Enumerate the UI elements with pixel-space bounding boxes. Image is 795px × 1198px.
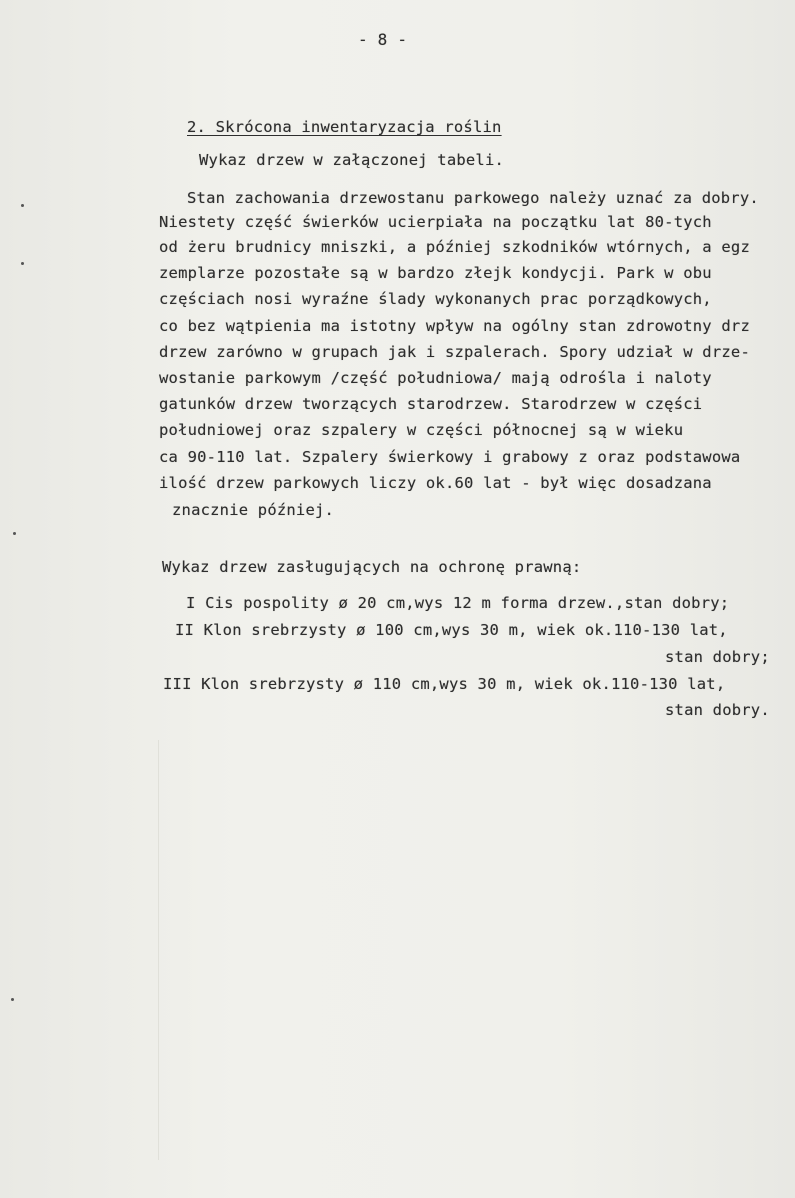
paragraph-line: ilość drzew parkowych liczy ok.60 lat - był więc dosadzana [159, 474, 712, 492]
margin-punch-mark [13, 532, 16, 535]
margin-punch-mark [11, 998, 14, 1001]
section-heading: 2. Skrócona inwentaryzacja roślin [187, 118, 502, 136]
protected-tree-item-continuation: stan dobry; [665, 648, 770, 666]
paragraph-line: drzew zarówno w grupach jak i szpalerach. Spory udział w drze- [159, 343, 750, 361]
page-fold-shadow [158, 740, 159, 1160]
protected-tree-item-continuation: stan dobry. [665, 701, 770, 719]
paragraph-line: Niestety część świerków ucierpiała na początku lat 80-tych [159, 213, 712, 231]
paragraph-line: od żeru brudnicy mniszki, a później szkodników wtórnych, a egz [159, 238, 750, 256]
protected-tree-item: I Cis pospolity ø 20 cm,wys 12 m forma drzew.,stan dobry; [186, 594, 730, 612]
paragraph-line: ca 90-110 lat. Szpalery świerkowy i grabowy z oraz podstawowa [159, 448, 741, 466]
paragraph-line: znacznie później. [172, 501, 335, 519]
paragraph-line: wostanie parkowym /część południowa/ mają odrośla i naloty [159, 369, 712, 387]
paragraph-line: gatunków drzew tworzących starodrzew. Starodrzew w części [159, 395, 703, 413]
paragraph-line: południowej oraz szpalery w części północnej są w wieku [159, 421, 684, 439]
page-number: - 8 - [358, 30, 408, 49]
margin-punch-mark [21, 262, 24, 265]
protected-tree-item: II Klon srebrzysty ø 100 cm,wys 30 m, wiek ok.110-130 lat, [175, 621, 728, 639]
protected-tree-item: III Klon srebrzysty ø 110 cm,wys 30 m, wiek ok.110-130 lat, [163, 675, 726, 693]
protected-trees-title: Wykaz drzew zasługujących na ochronę prawną: [162, 558, 582, 576]
paragraph-line: częściach nosi wyraźne ślady wykonanych prac porządkowych, [159, 290, 712, 308]
paragraph-line: Stan zachowania drzewostanu parkowego należy uznać za dobry. [187, 189, 759, 207]
paragraph-line: zemplarze pozostałe są w bardzo złejk kondycji. Park w obu [159, 264, 712, 282]
intro-line: Wykaz drzew w załączonej tabeli. [199, 151, 505, 169]
margin-punch-mark [21, 204, 24, 207]
paragraph-line: co bez wątpienia ma istotny wpływ na ogólny stan zdrowotny drz [159, 317, 750, 335]
